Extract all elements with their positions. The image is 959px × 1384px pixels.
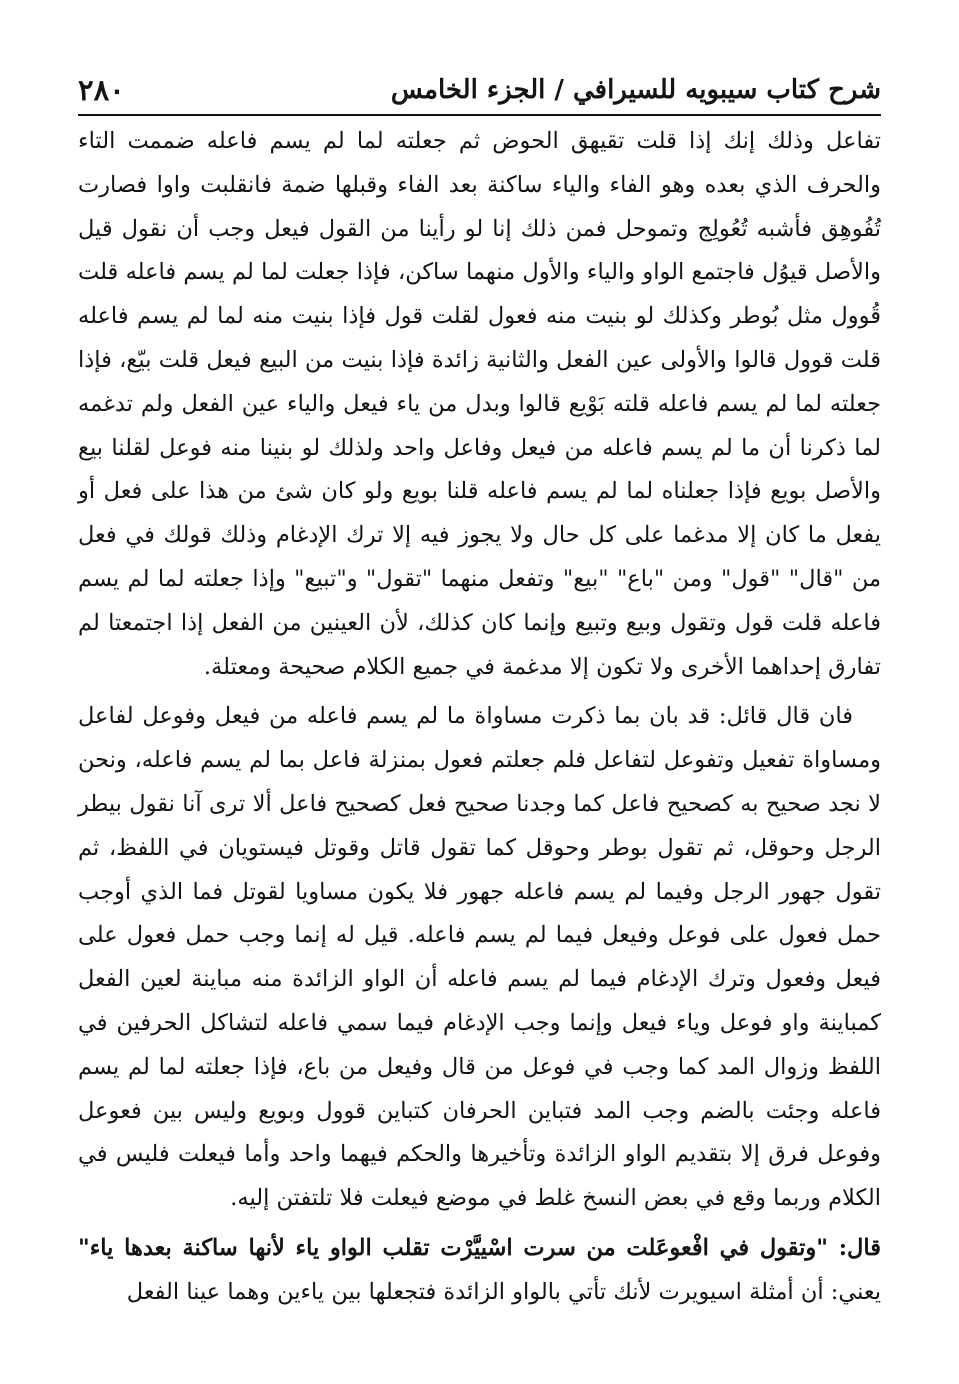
rule-paragraph [78, 1227, 881, 1315]
paragraph-2-text: فان قال قائل: قد بان بما ذكرت مساواة ما لم يسم فاعله من فيعل وفوعل لفاعل ومساواة تفعيل وتفوعل لتفاعل فلم جعلتم فعول بمنزلة فاعل بما لم يسم فاعله، ونحن لا نجد صحيح به كصحيح فاعل كما وجدنا صحيح فعل كصحيح فاعل ألا ترى آنا نقول بيطر الرجل وحوقل، ثم تقول بوطر وحوقل كما تقول قاتل وقوتل فيستويان في اللفظ، ثم تقول جهور الرجل وفيما لم يسم فاعله جهور فلا يكون مساويا لقوتل فما الذي أوجب حمل فعول على فوعل وفيعل فيما لم يسم فاعله. قيل له إنما وجب حمل فعول على فيعل وفعول وترك الإدغام فيما لم يسم فاعله أن الواو الزائدة منه مباينة لعين الفعل كمباينة واو فوعل وياء فيعل وإنما وجب الإدغام فيما سمي فاعله لتشاكل الحرفين في اللفظ وزوال المد كما وجب في فوعل من قال وفيعل من باع، فإذا جعلته لما لم يسم فاعله وجئت بالضم وجب المد فتباين الحرفان كتباين قوول وبويع وليس بين فعوعل وفوعل فرق إلا بتقديم الواو الزائدة وتأخيرها والحكم فيهما واحد وأما فيعلت فليس في الكلام وربما وقع في بعض النسخ غلط في موضع فيعلت فلا تلتفتن إليه. [78, 703, 881, 1212]
running-header [78, 62, 881, 110]
header-divider [78, 114, 881, 116]
paragraph-1: تفاعل وذلك إنك إذا قلت تقيهق الحوض ثم جعلته لما لم يسم فاعله ضممت التاء والحرف الذي بعده وهو الفاء والياء ساكنة بعد الفاء وقبلها ضمة فانقلبت واوا فصارت تُفُوهِق فأشبه تُعُولِج وتموحل فمن ذلك إنا لو رأينا من القول فيعل وجب أن نقول قيل والأصل قيوُل فاجتمع الواو والياء والأول منهما ساكن، فإذا جعلت لما لم يسم فاعله قلت قُوول مثل بُوطر وكذلك لو بنيت منه فعول لقلت قول فإذا بنيت منه لما لم يسم فاعله قلت قوول قالوا والأولى عين الفعل والثانية زائدة فإذا بنيت من البيع فيعل قلت بيّع، فإذا جعلته لما لم يسم فاعله قلته بَوْيع قالوا وبدل من ياء فيعل والياء عين الفعل ولم تدغمه لما ذكرنا أن ما لم يسم فاعله من فيعل وفاعل واحد ولذلك لو بنينا منه فوعل لقلنا بيع والأصل بويع فإذا جعلناه لما لم يسم فاعله قلنا بويع ولو كان شئ من هذا على فعل أو يفعل ما كان إلا مدغما على كل حال ولا يجوز فيه إلا ترك الإدغام وذلك قولك في فعل من "قال" "قول" ومن "باع" "بيع" وتفعل منهما "تقول" و"تبيع" وإذا جعلته لما لم يسم فاعله قلت قول وتقول وبيع وتبيع وإنما كان كذلك، لأن العينين من الفعل إذا اجتمعتا لم تفارق إحداهما الأخرى ولا تكون إلا مدغمة في جميع الكلام صحيحة ومعتلة. [78, 128, 881, 680]
paragraph-2 [78, 695, 881, 1221]
book-title: شرح كتاب سيبويه للسيرافي / الجزء الخامس [390, 75, 881, 105]
page-number: ٢٨٠ [78, 73, 125, 107]
body-text [78, 120, 881, 1315]
rule-quote: قال: "وتقول في افْعوعَلت من سرت اسْييَّرْت تقلب الواو ياء لأنها ساكنة بعدها ياء" [78, 1234, 881, 1261]
commentary-start: يعني: أن أمثلة اسيويرت لأنك تأتي بالواو الزائدة فتجعلها بين ياءين وهما عينا الفعل [126, 1278, 881, 1305]
